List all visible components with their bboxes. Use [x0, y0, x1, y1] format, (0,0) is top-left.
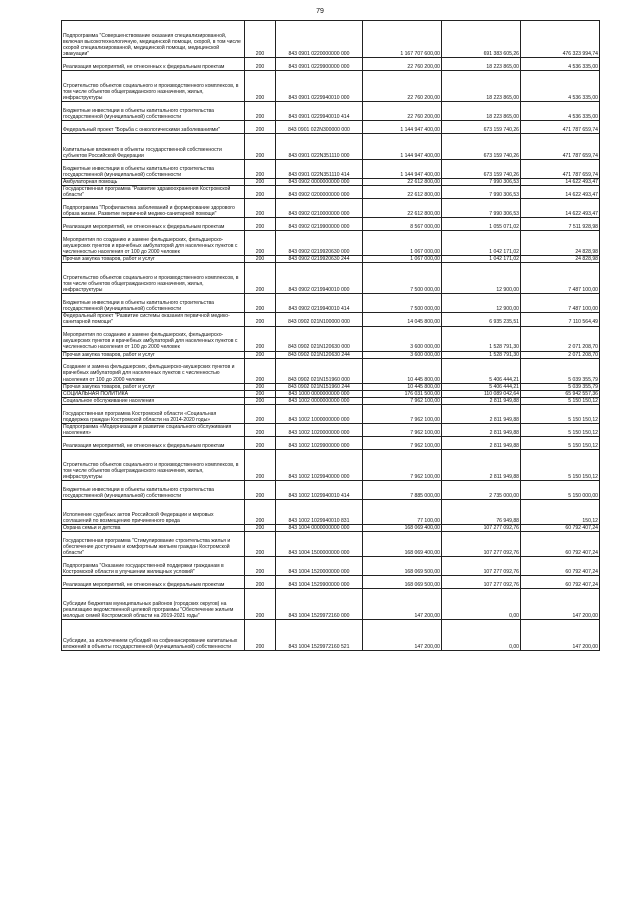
executed-amount-cell: 673 159 740,26 — [442, 134, 521, 160]
row-name-cell: Охрана семьи и детства — [62, 525, 245, 532]
approved-amount-cell: 7 500 000,00 — [363, 294, 442, 313]
row-name-cell: Строительство объектов социального и производственного комплексов, в том числе объектов общегражданского назначения, жилья, инфраструктуры — [62, 71, 245, 102]
executed-amount-cell: 5 406 444,21 — [442, 383, 521, 390]
budget-code-cell: 843 0902 0219940010 000 — [276, 263, 363, 294]
admin-code-cell: 200 — [245, 450, 276, 481]
row-name-cell: Подпрограмма "Профилактика заболеваний и формирование здорового образа жизни. Развитие первичной медико-санитарной помощи" — [62, 199, 245, 218]
admin-code-cell: 200 — [245, 58, 276, 71]
table-row — [62, 589, 600, 620]
budget-code-cell: 843 0902 021N151960 000 — [276, 358, 363, 383]
row-name-cell: Бюджетные инвестиции в объекты капитального строительства государственной (муниципальной) собственности — [62, 102, 245, 121]
budget-code-cell: 843 1002 1029940010 414 — [276, 481, 363, 500]
executed-amount-cell: 5 406 444,21 — [442, 358, 521, 383]
admin-code-cell: 200 — [245, 397, 276, 404]
budget-code-cell: 843 1002 1000000000 000 — [276, 404, 363, 423]
table-row — [62, 437, 600, 450]
table-row — [62, 160, 600, 179]
remaining-amount-cell: 60 792 407,24 — [521, 576, 600, 589]
budget-code-cell: 843 1004 1529972160 521 — [276, 620, 363, 651]
remaining-amount-cell: 4 536 335,00 — [521, 58, 600, 71]
table-row — [62, 134, 600, 160]
remaining-amount-cell: 147 200,00 — [521, 620, 600, 651]
row-name-cell: Реализация мероприятий, не отнесенных к федеральным проектам — [62, 437, 245, 450]
executed-amount-cell: 1 042 171,02 — [442, 256, 521, 263]
remaining-amount-cell: 7 511 928,98 — [521, 218, 600, 231]
remaining-amount-cell: 150,12 — [521, 500, 600, 525]
executed-amount-cell: 1 042 171,02 — [442, 231, 521, 256]
row-name-cell: Капитальные вложения в объекты государственной собственности субъектов Российской Федерации — [62, 134, 245, 160]
row-name-cell: Федеральный проект "Развитие системы оказания первичной медико-санитарной помощи" — [62, 313, 245, 326]
admin-code-cell: 200 — [245, 102, 276, 121]
row-name-cell: Субсидии бюджетам муниципальных районов (городских округов) на реализацию ведомственной целевой программы "Обеспечение жильем молодых семей Костромской области на 2019-2021 годы" — [62, 589, 245, 620]
admin-code-cell: 200 — [245, 179, 276, 186]
table-row — [62, 71, 600, 102]
approved-amount-cell: 10 445 800,00 — [363, 358, 442, 383]
budget-code-cell: 843 1004 1529972160 000 — [276, 589, 363, 620]
row-name-cell: Прочая закупка товаров, работ и услуг — [62, 351, 245, 358]
approved-amount-cell: 147 200,00 — [363, 589, 442, 620]
executed-amount-cell: 7 990 306,53 — [442, 179, 521, 186]
admin-code-cell: 200 — [245, 404, 276, 423]
budget-code-cell: 843 0902 021N120630 244 — [276, 351, 363, 358]
table-row — [62, 218, 600, 231]
approved-amount-cell: 1 167 707 600,00 — [363, 21, 442, 58]
approved-amount-cell: 1 067 000,00 — [363, 256, 442, 263]
approved-amount-cell: 7 500 000,00 — [363, 263, 442, 294]
executed-amount-cell: 76 949,88 — [442, 500, 521, 525]
row-name-cell: Прочая закупка товаров, работ и услуг — [62, 256, 245, 263]
remaining-amount-cell: 65 942 557,36 — [521, 390, 600, 397]
admin-code-cell: 200 — [245, 263, 276, 294]
remaining-amount-cell: 471 787 659,74 — [521, 160, 600, 179]
remaining-amount-cell: 4 536 335,00 — [521, 102, 600, 121]
budget-code-cell: 843 0902 0219920630 244 — [276, 256, 363, 263]
executed-amount-cell: 673 159 740,26 — [442, 160, 521, 179]
executed-amount-cell: 18 223 865,00 — [442, 102, 521, 121]
approved-amount-cell: 1 144 947 400,00 — [363, 160, 442, 179]
approved-amount-cell: 7 962 100,00 — [363, 423, 442, 436]
row-name-cell: Прочая закупка товаров, работ и услуг — [62, 383, 245, 390]
budget-code-cell: 843 0902 0219920630 000 — [276, 231, 363, 256]
admin-code-cell: 200 — [245, 134, 276, 160]
executed-amount-cell: 0,00 — [442, 620, 521, 651]
approved-amount-cell: 22 612 800,00 — [363, 179, 442, 186]
row-name-cell: Подпрограмма «Модернизация и развитие социального обслуживания населения» — [62, 423, 245, 436]
approved-amount-cell: 3 600 000,00 — [363, 351, 442, 358]
table-row — [62, 404, 600, 423]
approved-amount-cell: 7 885 000,00 — [363, 481, 442, 500]
table-row — [62, 102, 600, 121]
row-name-cell: Реализация мероприятий, не отнесенных к федеральным проектам — [62, 576, 245, 589]
remaining-amount-cell: 476 323 994,74 — [521, 21, 600, 58]
admin-code-cell: 200 — [245, 231, 276, 256]
remaining-amount-cell: 5 039 355,79 — [521, 383, 600, 390]
table-row — [62, 390, 600, 397]
approved-amount-cell: 14 045 800,00 — [363, 313, 442, 326]
table-row — [62, 179, 600, 186]
remaining-amount-cell: 5 150 150,12 — [521, 437, 600, 450]
admin-code-cell: 200 — [245, 326, 276, 351]
table-row — [62, 500, 600, 525]
approved-amount-cell: 7 962 100,00 — [363, 437, 442, 450]
executed-amount-cell: 107 277 092,76 — [442, 557, 521, 576]
row-name-cell: Мероприятия по созданию и замене фельдшерских, фельдшерско-акушерских пунктов и врачебных амбулаторий для населенных пунктов с численностью населения от 100 до 2000 человек — [62, 231, 245, 256]
budget-code-cell: 843 1004 1500000000 000 — [276, 532, 363, 557]
admin-code-cell: 200 — [245, 256, 276, 263]
table-row — [62, 620, 600, 651]
executed-amount-cell: 7 990 306,53 — [442, 199, 521, 218]
remaining-amount-cell: 147 200,00 — [521, 589, 600, 620]
approved-amount-cell: 7 962 100,00 — [363, 450, 442, 481]
remaining-amount-cell: 14 622 493,47 — [521, 199, 600, 218]
budget-code-cell: 843 0901 022N351110 414 — [276, 160, 363, 179]
budget-code-cell: 843 0902 021N120630 000 — [276, 326, 363, 351]
table-row — [62, 121, 600, 134]
budget-code-cell: 843 0902 0219940010 414 — [276, 294, 363, 313]
row-name-cell: Подпрограмма "Оказание государственной поддержки гражданам в Костромской области в улучшении жилищных условий" — [62, 557, 245, 576]
approved-amount-cell: 168 069 500,00 — [363, 557, 442, 576]
executed-amount-cell: 7 990 306,53 — [442, 186, 521, 199]
budget-code-cell: 843 0902 021N100000 000 — [276, 313, 363, 326]
approved-amount-cell: 22 760 200,00 — [363, 71, 442, 102]
row-name-cell: Федеральный проект "Борьба с онкологическими заболеваниями" — [62, 121, 245, 134]
table-row — [62, 351, 600, 358]
row-name-cell: Амбулаторная помощь — [62, 179, 245, 186]
executed-amount-cell: 2 811 949,88 — [442, 397, 521, 404]
table-row — [62, 21, 600, 58]
row-name-cell: Строительство объектов социального и производственного комплексов, в том числе объектов общегражданского назначения, жилья, инфраструктуры — [62, 263, 245, 294]
budget-code-cell: 843 0901 0229900000 000 — [276, 58, 363, 71]
admin-code-cell: 200 — [245, 620, 276, 651]
budget-code-cell: 843 1002 1029900000 000 — [276, 437, 363, 450]
remaining-amount-cell: 5 150 150,12 — [521, 397, 600, 404]
admin-code-cell: 200 — [245, 383, 276, 390]
executed-amount-cell: 107 277 092,76 — [442, 525, 521, 532]
executed-amount-cell: 12 900,00 — [442, 294, 521, 313]
table-row — [62, 397, 600, 404]
table-row — [62, 294, 600, 313]
admin-code-cell: 200 — [245, 351, 276, 358]
admin-code-cell: 200 — [245, 71, 276, 102]
admin-code-cell: 200 — [245, 500, 276, 525]
executed-amount-cell: 110 089 042,64 — [442, 390, 521, 397]
remaining-amount-cell: 7 110 564,49 — [521, 313, 600, 326]
admin-code-cell: 200 — [245, 576, 276, 589]
approved-amount-cell: 77 100,00 — [363, 500, 442, 525]
budget-code-cell: 843 1004 0000000000 000 — [276, 525, 363, 532]
remaining-amount-cell: 60 792 407,24 — [521, 525, 600, 532]
table-row — [62, 557, 600, 576]
approved-amount-cell: 22 612 800,00 — [363, 199, 442, 218]
executed-amount-cell: 2 735 000,00 — [442, 481, 521, 500]
approved-amount-cell: 176 031 500,00 — [363, 390, 442, 397]
budget-code-cell: 843 1002 1020000000 000 — [276, 423, 363, 436]
remaining-amount-cell: 4 536 335,00 — [521, 71, 600, 102]
admin-code-cell: 200 — [245, 21, 276, 58]
row-name-cell: Реализация мероприятий, не отнесенных к федеральным проектам — [62, 218, 245, 231]
row-name-cell: Государственная программа "Стимулирование строительства жилья и обеспечение доступным и комфортным жильем граждан Костромской области" — [62, 532, 245, 557]
table-row — [62, 525, 600, 532]
approved-amount-cell: 1 144 947 400,00 — [363, 121, 442, 134]
table-row — [62, 231, 600, 256]
remaining-amount-cell: 5 150 150,12 — [521, 404, 600, 423]
table-row — [62, 326, 600, 351]
executed-amount-cell: 107 277 092,76 — [442, 576, 521, 589]
row-name-cell: Социальное обслуживание населения — [62, 397, 245, 404]
remaining-amount-cell: 7 487 100,00 — [521, 263, 600, 294]
remaining-amount-cell: 5 150 150,12 — [521, 450, 600, 481]
table-row — [62, 256, 600, 263]
admin-code-cell: 200 — [245, 437, 276, 450]
approved-amount-cell: 8 567 000,00 — [363, 218, 442, 231]
table-row — [62, 313, 600, 326]
remaining-amount-cell: 5 150 150,12 — [521, 423, 600, 436]
remaining-amount-cell: 24 828,98 — [521, 231, 600, 256]
budget-code-cell: 843 1004 1520000000 000 — [276, 557, 363, 576]
admin-code-cell: 200 — [245, 313, 276, 326]
approved-amount-cell: 7 962 100,00 — [363, 397, 442, 404]
row-name-cell: Субсидии, за исключением субсидий на софинансирование капитальных вложений в объекты государственной (муниципальной) собственности — [62, 620, 245, 651]
budget-code-cell: 843 0902 021N151960 244 — [276, 383, 363, 390]
remaining-amount-cell: 7 487 100,00 — [521, 294, 600, 313]
executed-amount-cell: 0,00 — [442, 589, 521, 620]
table-row — [62, 199, 600, 218]
approved-amount-cell: 22 760 200,00 — [363, 58, 442, 71]
table-row — [62, 481, 600, 500]
executed-amount-cell: 1 528 791,30 — [442, 351, 521, 358]
executed-amount-cell: 18 223 865,00 — [442, 58, 521, 71]
executed-amount-cell: 673 159 740,26 — [442, 121, 521, 134]
remaining-amount-cell: 60 792 407,24 — [521, 532, 600, 557]
admin-code-cell: 200 — [245, 199, 276, 218]
budget-code-cell: 843 0902 0200000000 000 — [276, 186, 363, 199]
approved-amount-cell: 22 760 200,00 — [363, 102, 442, 121]
budget-execution-table — [61, 20, 600, 651]
table-row — [62, 383, 600, 390]
table-row — [62, 450, 600, 481]
executed-amount-cell: 2 811 949,88 — [442, 404, 521, 423]
row-name-cell: Государственная программа "Развитие здравоохранения Костромской области" — [62, 186, 245, 199]
budget-code-cell: 843 0901 022N351110 000 — [276, 134, 363, 160]
table-row — [62, 532, 600, 557]
remaining-amount-cell: 471 787 659,74 — [521, 134, 600, 160]
remaining-amount-cell: 2 071 208,70 — [521, 351, 600, 358]
admin-code-cell: 200 — [245, 218, 276, 231]
remaining-amount-cell: 5 150 000,00 — [521, 481, 600, 500]
budget-code-cell: 843 1002 1029940000 000 — [276, 450, 363, 481]
budget-code-cell: 843 1002 0000000000 000 — [276, 397, 363, 404]
budget-code-cell: 843 1002 1029940010 831 — [276, 500, 363, 525]
remaining-amount-cell: 5 039 355,79 — [521, 358, 600, 383]
admin-code-cell: 200 — [245, 294, 276, 313]
budget-code-cell: 843 0902 0210000000 000 — [276, 199, 363, 218]
table-row — [62, 263, 600, 294]
approved-amount-cell: 10 445 800,00 — [363, 383, 442, 390]
remaining-amount-cell: 14 622 493,47 — [521, 179, 600, 186]
approved-amount-cell: 147 200,00 — [363, 620, 442, 651]
row-name-cell: Создание и замена фельдшерских, фельдшерско-акушерских пунктов и врачебных амбулаторий для населенных пунктов с численностью населения от 100 до 2000 человек — [62, 358, 245, 383]
remaining-amount-cell: 471 787 659,74 — [521, 121, 600, 134]
budget-code-cell: 843 0901 0220000000 000 — [276, 21, 363, 58]
table-row — [62, 576, 600, 589]
row-name-cell: Подпрограмма "Совершенствование оказания специализированной, включая высокотехнологичную, медицинской помощи, скорой, в том числе скорой специализированной, медицинской помощи, медицинской эвакуации" — [62, 21, 245, 58]
approved-amount-cell: 168 069 400,00 — [363, 532, 442, 557]
budget-code-cell: 843 1004 1529900000 000 — [276, 576, 363, 589]
budget-code-cell: 843 0901 0229940010 414 — [276, 102, 363, 121]
admin-code-cell: 200 — [245, 589, 276, 620]
approved-amount-cell: 168 069 400,00 — [363, 525, 442, 532]
admin-code-cell: 200 — [245, 186, 276, 199]
remaining-amount-cell: 24 828,98 — [521, 256, 600, 263]
admin-code-cell: 200 — [245, 481, 276, 500]
table-row — [62, 58, 600, 71]
row-name-cell: Бюджетные инвестиции в объекты капитального строительства государственной (муниципальной) собственности — [62, 294, 245, 313]
approved-amount-cell: 1 144 947 400,00 — [363, 134, 442, 160]
remaining-amount-cell: 14 622 493,47 — [521, 186, 600, 199]
admin-code-cell: 200 — [245, 390, 276, 397]
executed-amount-cell: 2 811 949,88 — [442, 437, 521, 450]
budget-code-cell: 843 0902 0219900000 000 — [276, 218, 363, 231]
executed-amount-cell: 12 900,00 — [442, 263, 521, 294]
table-row — [62, 423, 600, 436]
page-number: 79 — [316, 8, 324, 15]
table-row — [62, 358, 600, 383]
admin-code-cell: 200 — [245, 557, 276, 576]
approved-amount-cell: 168 069 500,00 — [363, 576, 442, 589]
row-name-cell: Бюджетные инвестиции в объекты капитального строительства государственной (муниципальной) собственности — [62, 160, 245, 179]
executed-amount-cell: 1 055 071,02 — [442, 218, 521, 231]
executed-amount-cell: 18 223 865,00 — [442, 71, 521, 102]
executed-amount-cell: 1 528 791,30 — [442, 326, 521, 351]
approved-amount-cell: 1 067 000,00 — [363, 231, 442, 256]
table-row — [62, 186, 600, 199]
admin-code-cell: 200 — [245, 121, 276, 134]
admin-code-cell: 200 — [245, 423, 276, 436]
remaining-amount-cell: 2 071 208,70 — [521, 326, 600, 351]
admin-code-cell: 200 — [245, 358, 276, 383]
row-name-cell: Государственная программа Костромской области «Социальная поддержка граждан Костромской области на 2014-2020 годы» — [62, 404, 245, 423]
budget-code-cell: 843 0901 0229940010 000 — [276, 71, 363, 102]
budget-code-cell: 843 1000 0000000000 000 — [276, 390, 363, 397]
admin-code-cell: 200 — [245, 532, 276, 557]
executed-amount-cell: 691 383 605,26 — [442, 21, 521, 58]
row-name-cell: Строительство объектов социального и производственного комплексов, в том числе объектов общегражданского назначения, жилья, инфраструктуры — [62, 450, 245, 481]
row-name-cell: СОЦИАЛЬНАЯ ПОЛИТИКА — [62, 390, 245, 397]
budget-code-cell: 843 0901 022N300000 000 — [276, 121, 363, 134]
approved-amount-cell: 7 962 100,00 — [363, 404, 442, 423]
executed-amount-cell: 107 277 092,76 — [442, 532, 521, 557]
executed-amount-cell: 2 811 949,88 — [442, 450, 521, 481]
row-name-cell: Исполнение судебных актов Российской Федерации и мировых соглашений по возмещению причиненного вреда — [62, 500, 245, 525]
admin-code-cell: 200 — [245, 525, 276, 532]
row-name-cell: Мероприятия по созданию и замене фельдшерских, фельдшерско-акушерских пунктов и врачебных амбулаторий для населенных пунктов с численностью населения от 100 до 2000 человек — [62, 326, 245, 351]
budget-code-cell: 843 0902 0000000000 000 — [276, 179, 363, 186]
admin-code-cell: 200 — [245, 160, 276, 179]
executed-amount-cell: 2 811 949,88 — [442, 423, 521, 436]
remaining-amount-cell: 60 792 407,24 — [521, 557, 600, 576]
executed-amount-cell: 6 935 235,51 — [442, 313, 521, 326]
row-name-cell: Бюджетные инвестиции в объекты капитального строительства государственной (муниципальной) собственности — [62, 481, 245, 500]
row-name-cell: Реализация мероприятий, не отнесенных к федеральным проектам — [62, 58, 245, 71]
approved-amount-cell: 3 600 000,00 — [363, 326, 442, 351]
approved-amount-cell: 22 612 800,00 — [363, 186, 442, 199]
